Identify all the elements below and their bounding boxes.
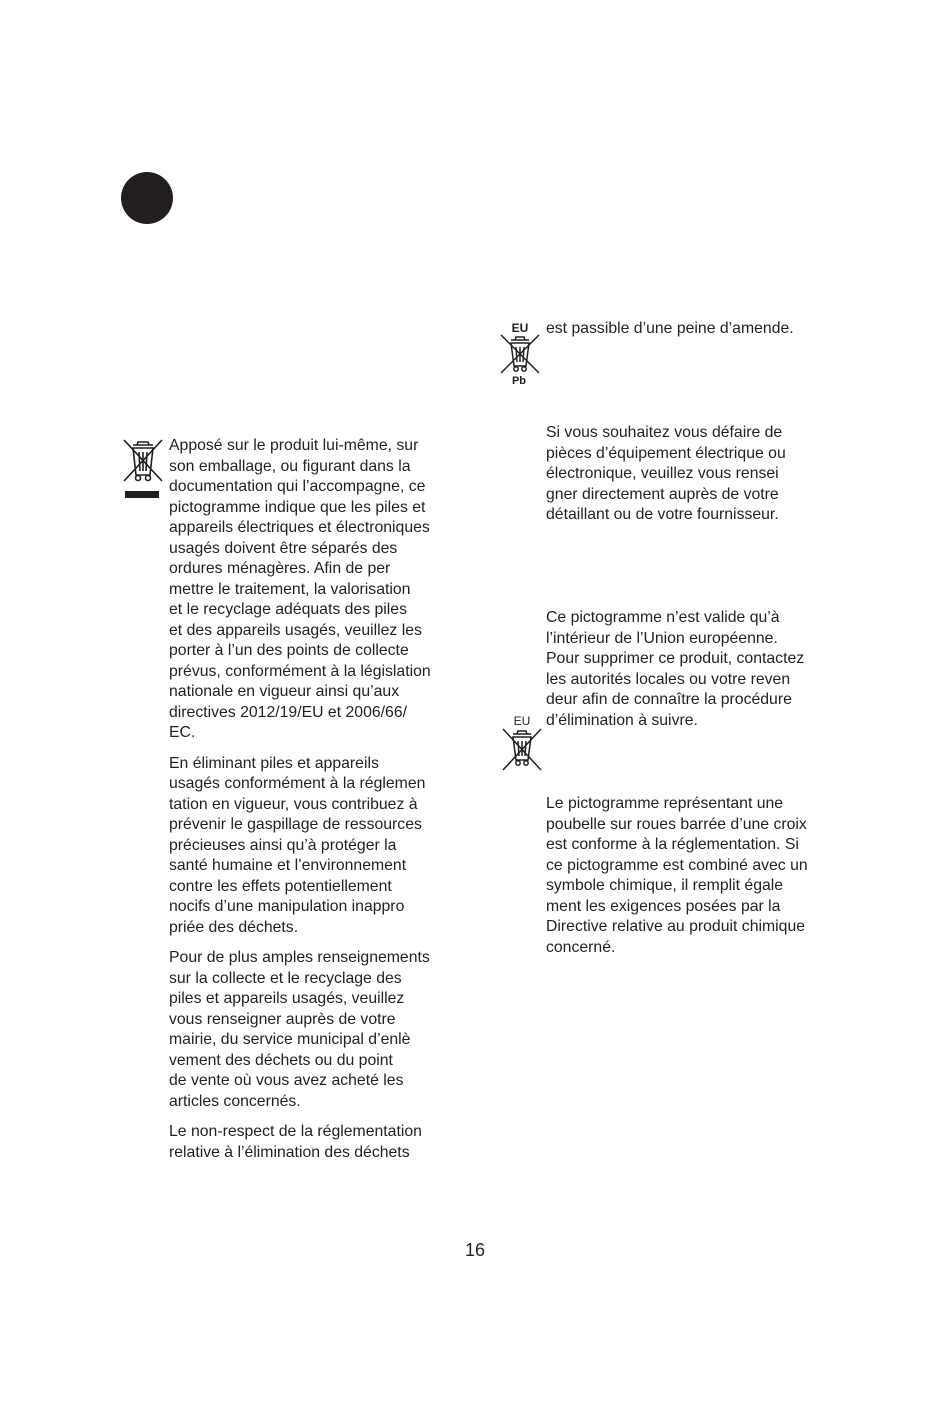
eu-label-2: EU bbox=[513, 714, 531, 728]
paragraph-dispose-equipment: Si vous souhaitez vous défaire de pièces d’équipement électrique ou électronique, veuillez vous rensei gner directement auprès de votre détaillant ou de votre fournisseur. bbox=[546, 424, 786, 523]
crossed-bin-with-bar-icon bbox=[121, 437, 165, 501]
paragraph-pictogram-description: Le pictogramme représentant une poubelle sur roues barrée d’une croix est conforme à la réglementation. Si ce pictogramme est combiné avec un symbole chimique, il remplit égale ment les exigences posées par la Directive relative au produit chimique concerné. bbox=[546, 795, 808, 956]
page-number: 16 bbox=[464, 1240, 486, 1260]
crossed-bin-eu-icon bbox=[500, 712, 544, 774]
paragraph-eu-validity: Ce pictogramme n’est valide qu’à l’intérieur de l’Union européenne. Pour supprimer ce produit, contactez les autorités locales ou votre reven deur afin de connaître la procédure d’élimination à suivre. bbox=[546, 609, 805, 729]
paragraph-non-compliance: Le non-respect de la réglementation relative à l’élimination des déchets bbox=[169, 1123, 422, 1161]
paragraph-environment: En éliminant piles et appareils usagés conformément à la réglemen tation en vigueur, vous contribuez à prévenir le gaspillage de ressources précieuses ainsi qu’à protéger la santé humaine et l’environnement contre les effets potentiellement nocifs d’une manipulation inappro priée des déchets. bbox=[169, 754, 426, 936]
left-column bbox=[169, 436, 469, 1173]
chapter-marker-dot bbox=[121, 172, 173, 224]
paragraph-more-info: Pour de plus amples renseignements sur la collecte et le recyclage des piles et appareils usagés, veuillez vous renseigner auprès de votre mairie, du service municipal d’enlè vement des déchets ou du point de vente où vous avez acheté les articles concernés. bbox=[169, 949, 430, 1110]
eu-label: EU bbox=[511, 321, 529, 335]
paragraph-pictogram-info: Apposé sur le produit lui-même, sur son emballage, ou figurant dans la documentation qui l’accompagne, ce pictogramme indique que les piles et appareils électriques et électroniques usagés doivent être séparés des ordures ménagères. Afin de per mettre le traitement, la valorisation et le recyclage adéquats des piles et des appareils usagés, veuillez les porter à l’un des points de collecte prévus, conformément à la législation nationale en vigueur ainsi qu’aux directives 2012/19/EU et 2006/66/ EC. bbox=[169, 437, 431, 741]
paragraph-fine: est passible d’une peine d’amende. bbox=[546, 320, 794, 337]
crossed-bin-eu-pb-icon bbox=[498, 320, 542, 388]
pb-label: Pb bbox=[511, 375, 527, 387]
